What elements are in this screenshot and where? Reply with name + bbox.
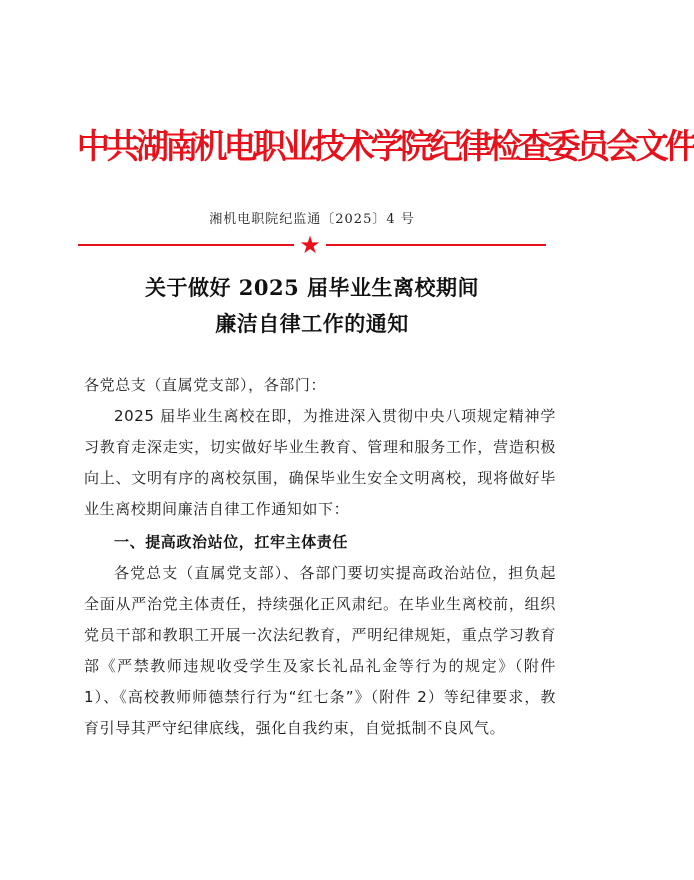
paragraph-section-1: 各党总支（直属党支部）、各部门要切实提高政治站位，担负起全面从严治党主体责任，持续强化正风肃纪。在毕业生离校前，组织党员干部和教职工开展一次法纪教育，严明纪律规矩，重点学习教育部《严禁教师违规收受学生及家长礼品礼金等行为的规定》（附件 1）、《高校教师师德禁行行为“红七条”》（附件 2）等纪律要求，教育引导其严守纪律底线，强化自我约束，自觉抵制不良风气。	[84, 564, 556, 737]
issuer-header: 中共湖南机电职业技术学院纪律检查委员会文件	[76, 127, 694, 167]
section-heading-1: 一、提高政治站位，扛牢主体责任	[114, 533, 349, 551]
document-number: 湘机电职院纪监通〔2025〕4 号	[209, 212, 415, 227]
red-divider-left	[78, 244, 294, 246]
paragraph-intro: 2025 届毕业生离校在即，为推进深入贯彻中央八项规定精神学习教育走深走实，切实做好毕业生教育、管理和服务工作，营造积极向上、文明有序的离校氛围，确保毕业生安全文明离校，现将做好毕业生离校期间廉洁自律工作通知如下：	[84, 407, 556, 518]
document-title-line-1: 关于做好 2025 届毕业生离校期间	[144, 275, 480, 300]
red-divider-right	[326, 244, 546, 246]
red-star-icon: ★	[299, 231, 321, 259]
document-title-line-2: 廉洁自律工作的通知	[215, 311, 409, 336]
salutation: 各党总支（直属党支部），各部门：	[84, 376, 327, 394]
